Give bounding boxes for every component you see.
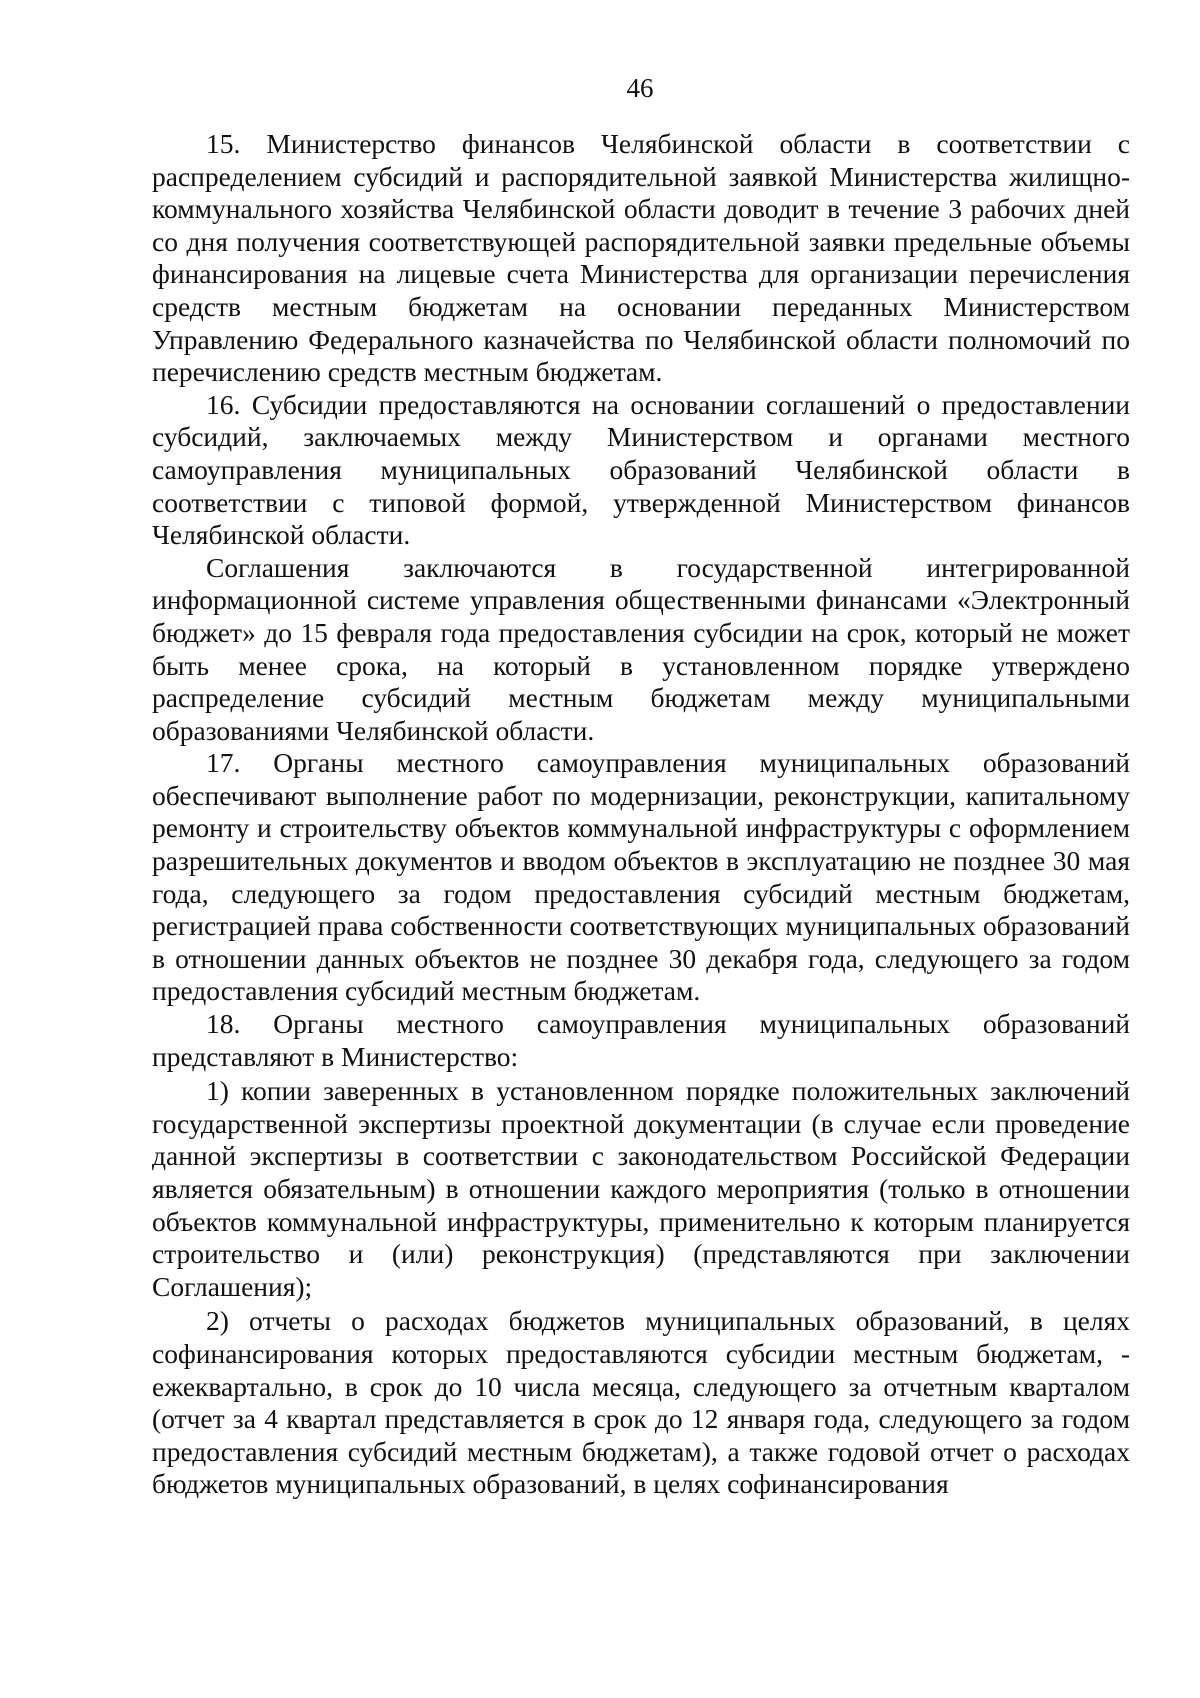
document-body bbox=[152, 128, 1130, 1501]
list-item-1: 1) копии заверенных в установленном порядке положительных заключений государственной экспертизы проектной документации (в случае если проведение данной экспертизы в соответствии с законодательством Российской Федерации является обязательным) в отношении каждого мероприятия (только в отношении объектов коммунальной инфраструктуры, применительно к которым планируется строительство и (или) реконструкция) (представляются при заключении Соглашения); bbox=[152, 1075, 1130, 1302]
paragraph-agreements: Соглашения заключаются в государственной интегрированной информационной системе управления общественными финансами «Электронный бюджет» до 15 февраля года предоставления субсидии на срок, который не может быть менее срока, на который в установленном порядке утверждено распределение субсидий местным бюджетам между муниципальными образованиями Челябинской области. bbox=[152, 551, 1130, 746]
list-item-2: 2) отчеты о расходах бюджетов муниципальных образований, в целях софинансирования которых предоставляются субсидии местным бюджетам, - ежеквартально, в срок до 10 числа месяца, следующего за отчетным кварталом (отчет за 4 квартал представляется в срок до 12 января года, следующего за годом предоставления субсидий местным бюджетам), а также годовой отчет о расходах бюджетов муниципальных образований, в целях софинансирования bbox=[152, 1305, 1130, 1500]
paragraph-16: 16. Субсидии предоставляются на основании соглашений о предоставлении субсидий, заключаемых между Министерством и органами местного самоуправления муниципальных образований Челябинской области в соответствии с типовой формой, утвержденной Министерством финансов Челябинской области. bbox=[152, 388, 1130, 551]
page-number: 46 bbox=[626, 73, 654, 103]
paragraph-18: 18. Органы местного самоуправления муниципальных образований представляют в Министерство: bbox=[152, 1008, 1130, 1072]
paragraph-17: 17. Органы местного самоуправления муниципальных образований обеспечивают выполнение работ по модернизации, реконструкции, капитальному ремонту и строительству объектов коммунальной инфраструктуры с оформлением разрешительных документов и вводом объектов в эксплуатацию не позднее 30 мая года, следующего за годом предоставления субсидий местным бюджетам, регистрацией права собственности соответствующих муниципальных образований в отношении данных объектов не позднее 30 декабря года, следующего за годом предоставления субсидий местным бюджетам. bbox=[152, 747, 1130, 1007]
paragraph-15: 15. Министерство финансов Челябинской области в соответствии с распределением субсидий и распорядительной заявкой Министерства жилищно-коммунального хозяйства Челябинской области доводит в течение 3 рабочих дней со дня получения соответствующей распорядительной заявки предельные объемы финансирования на лицевые счета Министерства для организации перечисления средств местным бюджетам на основании переданных Министерством Управлению Федерального казначейства по Челябинской области полномочий по перечислению средств местным бюджетам. bbox=[152, 128, 1130, 388]
